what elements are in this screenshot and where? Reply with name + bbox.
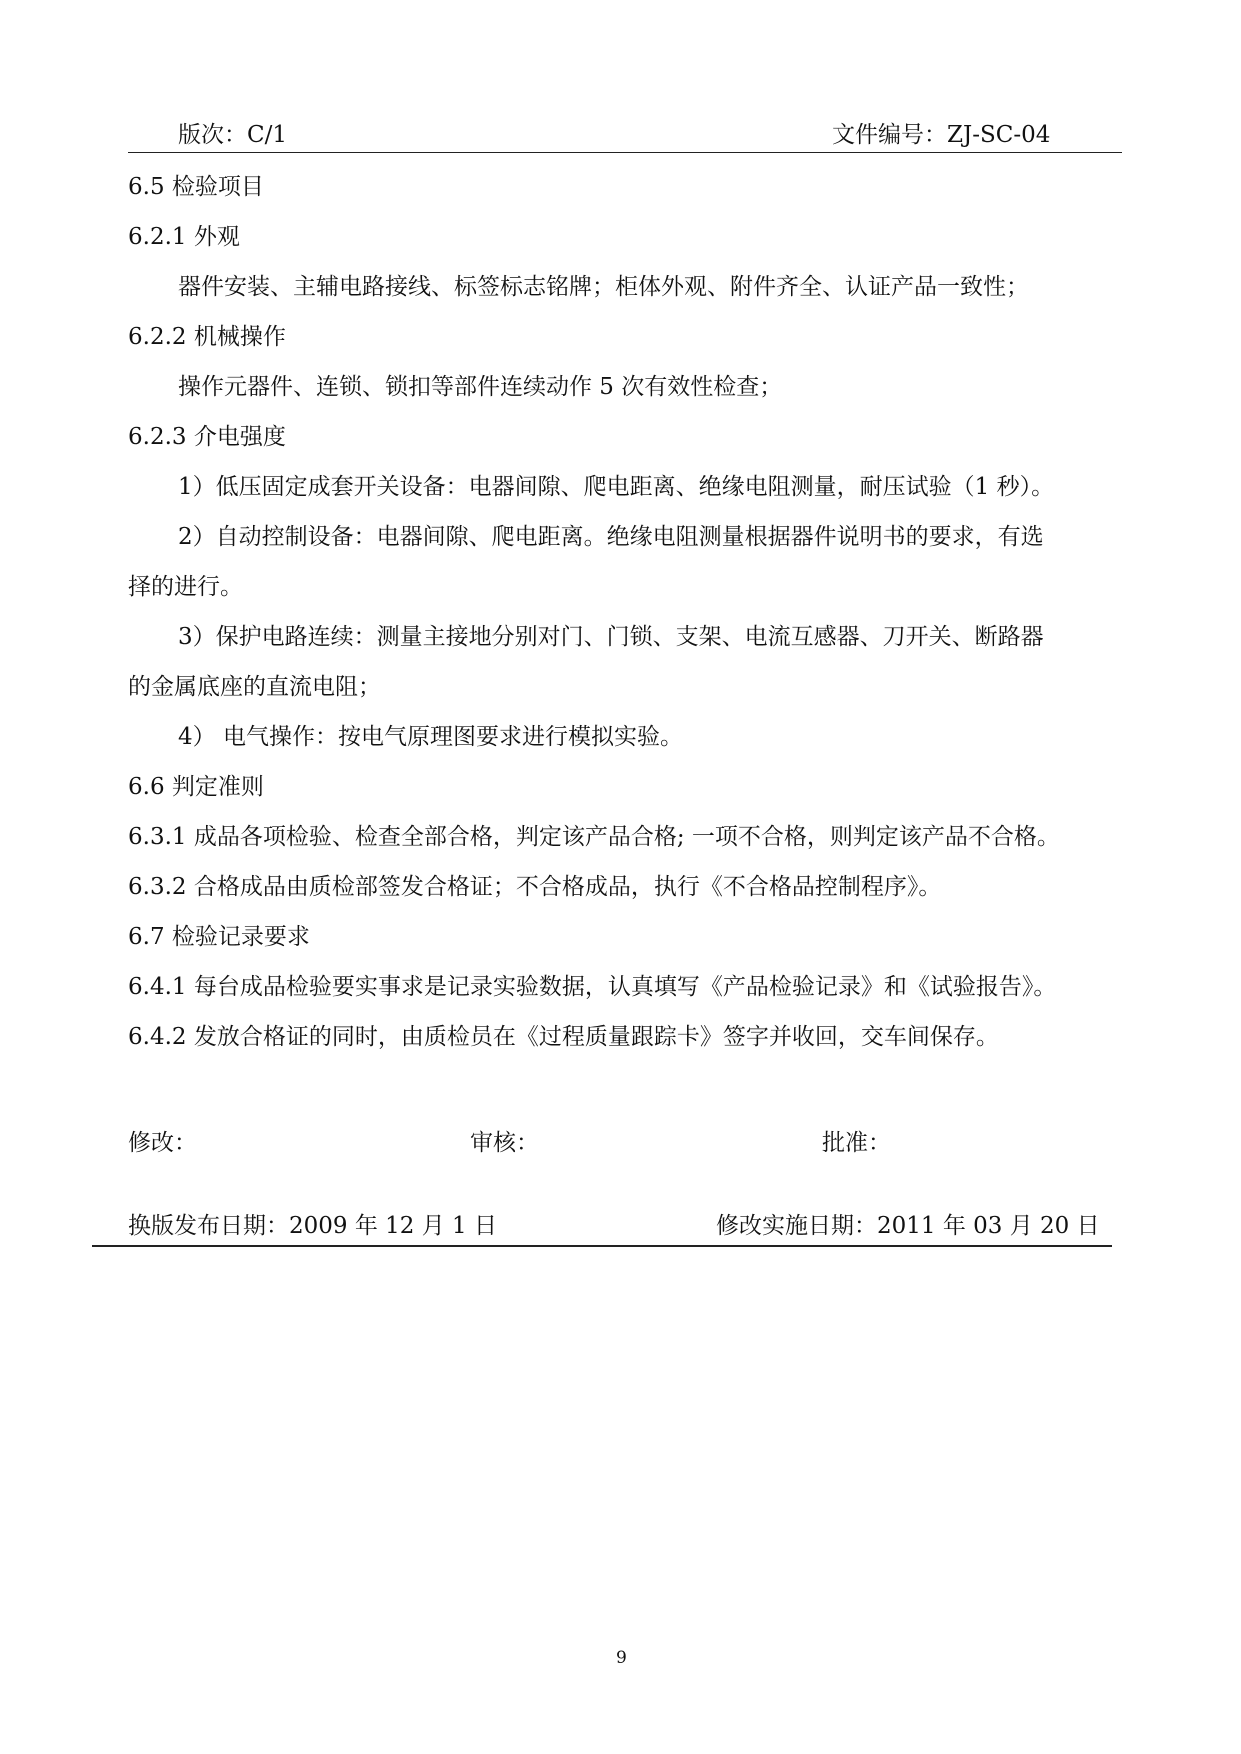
- footer-effective-date: 修改实施日期：2011 年 03 月 20 日: [716, 1213, 1100, 1239]
- section-6-2-3-item-1: 1）低压固定成套开关设备：电器间隙、爬电距离、绝缘电阻测量，耐压试验（1 秒）。: [178, 474, 1055, 500]
- section-6-2-3-item-3-line-1: 3）保护电路连续：测量主接地分别对门、门锁、支架、电流互感器、刀开关、断路器: [178, 624, 1044, 650]
- section-6-4-1-text: 6.4.1 每台成品检验要实事求是记录实验数据，认真填写《产品检验记录》和《试验报告》。: [128, 974, 1057, 1000]
- section-6-2-3-item-2-line-1: 2）自动控制设备：电器间隙、爬电距离。绝缘电阻测量根据器件说明书的要求，有选: [178, 524, 1044, 550]
- section-6-5-title: 6.5 检验项目: [128, 174, 264, 200]
- header-version: 版次：C/1: [178, 122, 287, 148]
- section-6-2-1-title: 6.2.1 外观: [128, 224, 240, 250]
- section-6-2-3-item-4: 4） 电气操作：按电气原理图要求进行模拟实验。: [178, 724, 683, 750]
- section-6-2-2-title: 6.2.2 机械操作: [128, 324, 286, 350]
- footer-issue-date: 换版发布日期：2009 年 12 月 1 日: [128, 1213, 497, 1239]
- page-number: 9: [616, 1648, 627, 1668]
- section-6-2-2-text: 操作元器件、连锁、锁扣等部件连续动作 5 次有效性检查；: [178, 374, 783, 400]
- section-6-2-3-item-2-line-2: 择的进行。: [128, 574, 243, 600]
- section-6-2-1-text: 器件安装、主辅电路接线、标签标志铭牌；柜体外观、附件齐全、认证产品一致性；: [178, 274, 1029, 300]
- footer-rule: [92, 1245, 1112, 1247]
- section-6-7-title: 6.7 检验记录要求: [128, 924, 310, 950]
- section-6-6-title: 6.6 判定准则: [128, 774, 264, 800]
- section-6-3-1-text: 6.3.1 成品各项检验、检查全部合格，判定该产品合格; 一项不合格，则判定该产品不合格。: [128, 824, 1060, 850]
- section-6-2-3-title: 6.2.3 介电强度: [128, 424, 286, 450]
- section-6-2-3-item-3-line-2: 的金属底座的直流电阻；: [128, 674, 381, 700]
- section-6-3-2-text: 6.3.2 合格成品由质检部签发合格证；不合格成品，执行《不合格品控制程序》。: [128, 874, 942, 900]
- signature-review-label: 审核：: [470, 1130, 539, 1156]
- signature-modify-label: 修改：: [128, 1130, 197, 1156]
- signature-approve-label: 批准：: [822, 1130, 891, 1156]
- header-doc-number: 文件编号：ZJ-SC-04: [832, 122, 1051, 148]
- section-6-4-2-text: 6.4.2 发放合格证的同时，由质检员在《过程质量跟踪卡》签字并收回，交车间保存。: [128, 1024, 999, 1050]
- header-rule: [128, 152, 1122, 153]
